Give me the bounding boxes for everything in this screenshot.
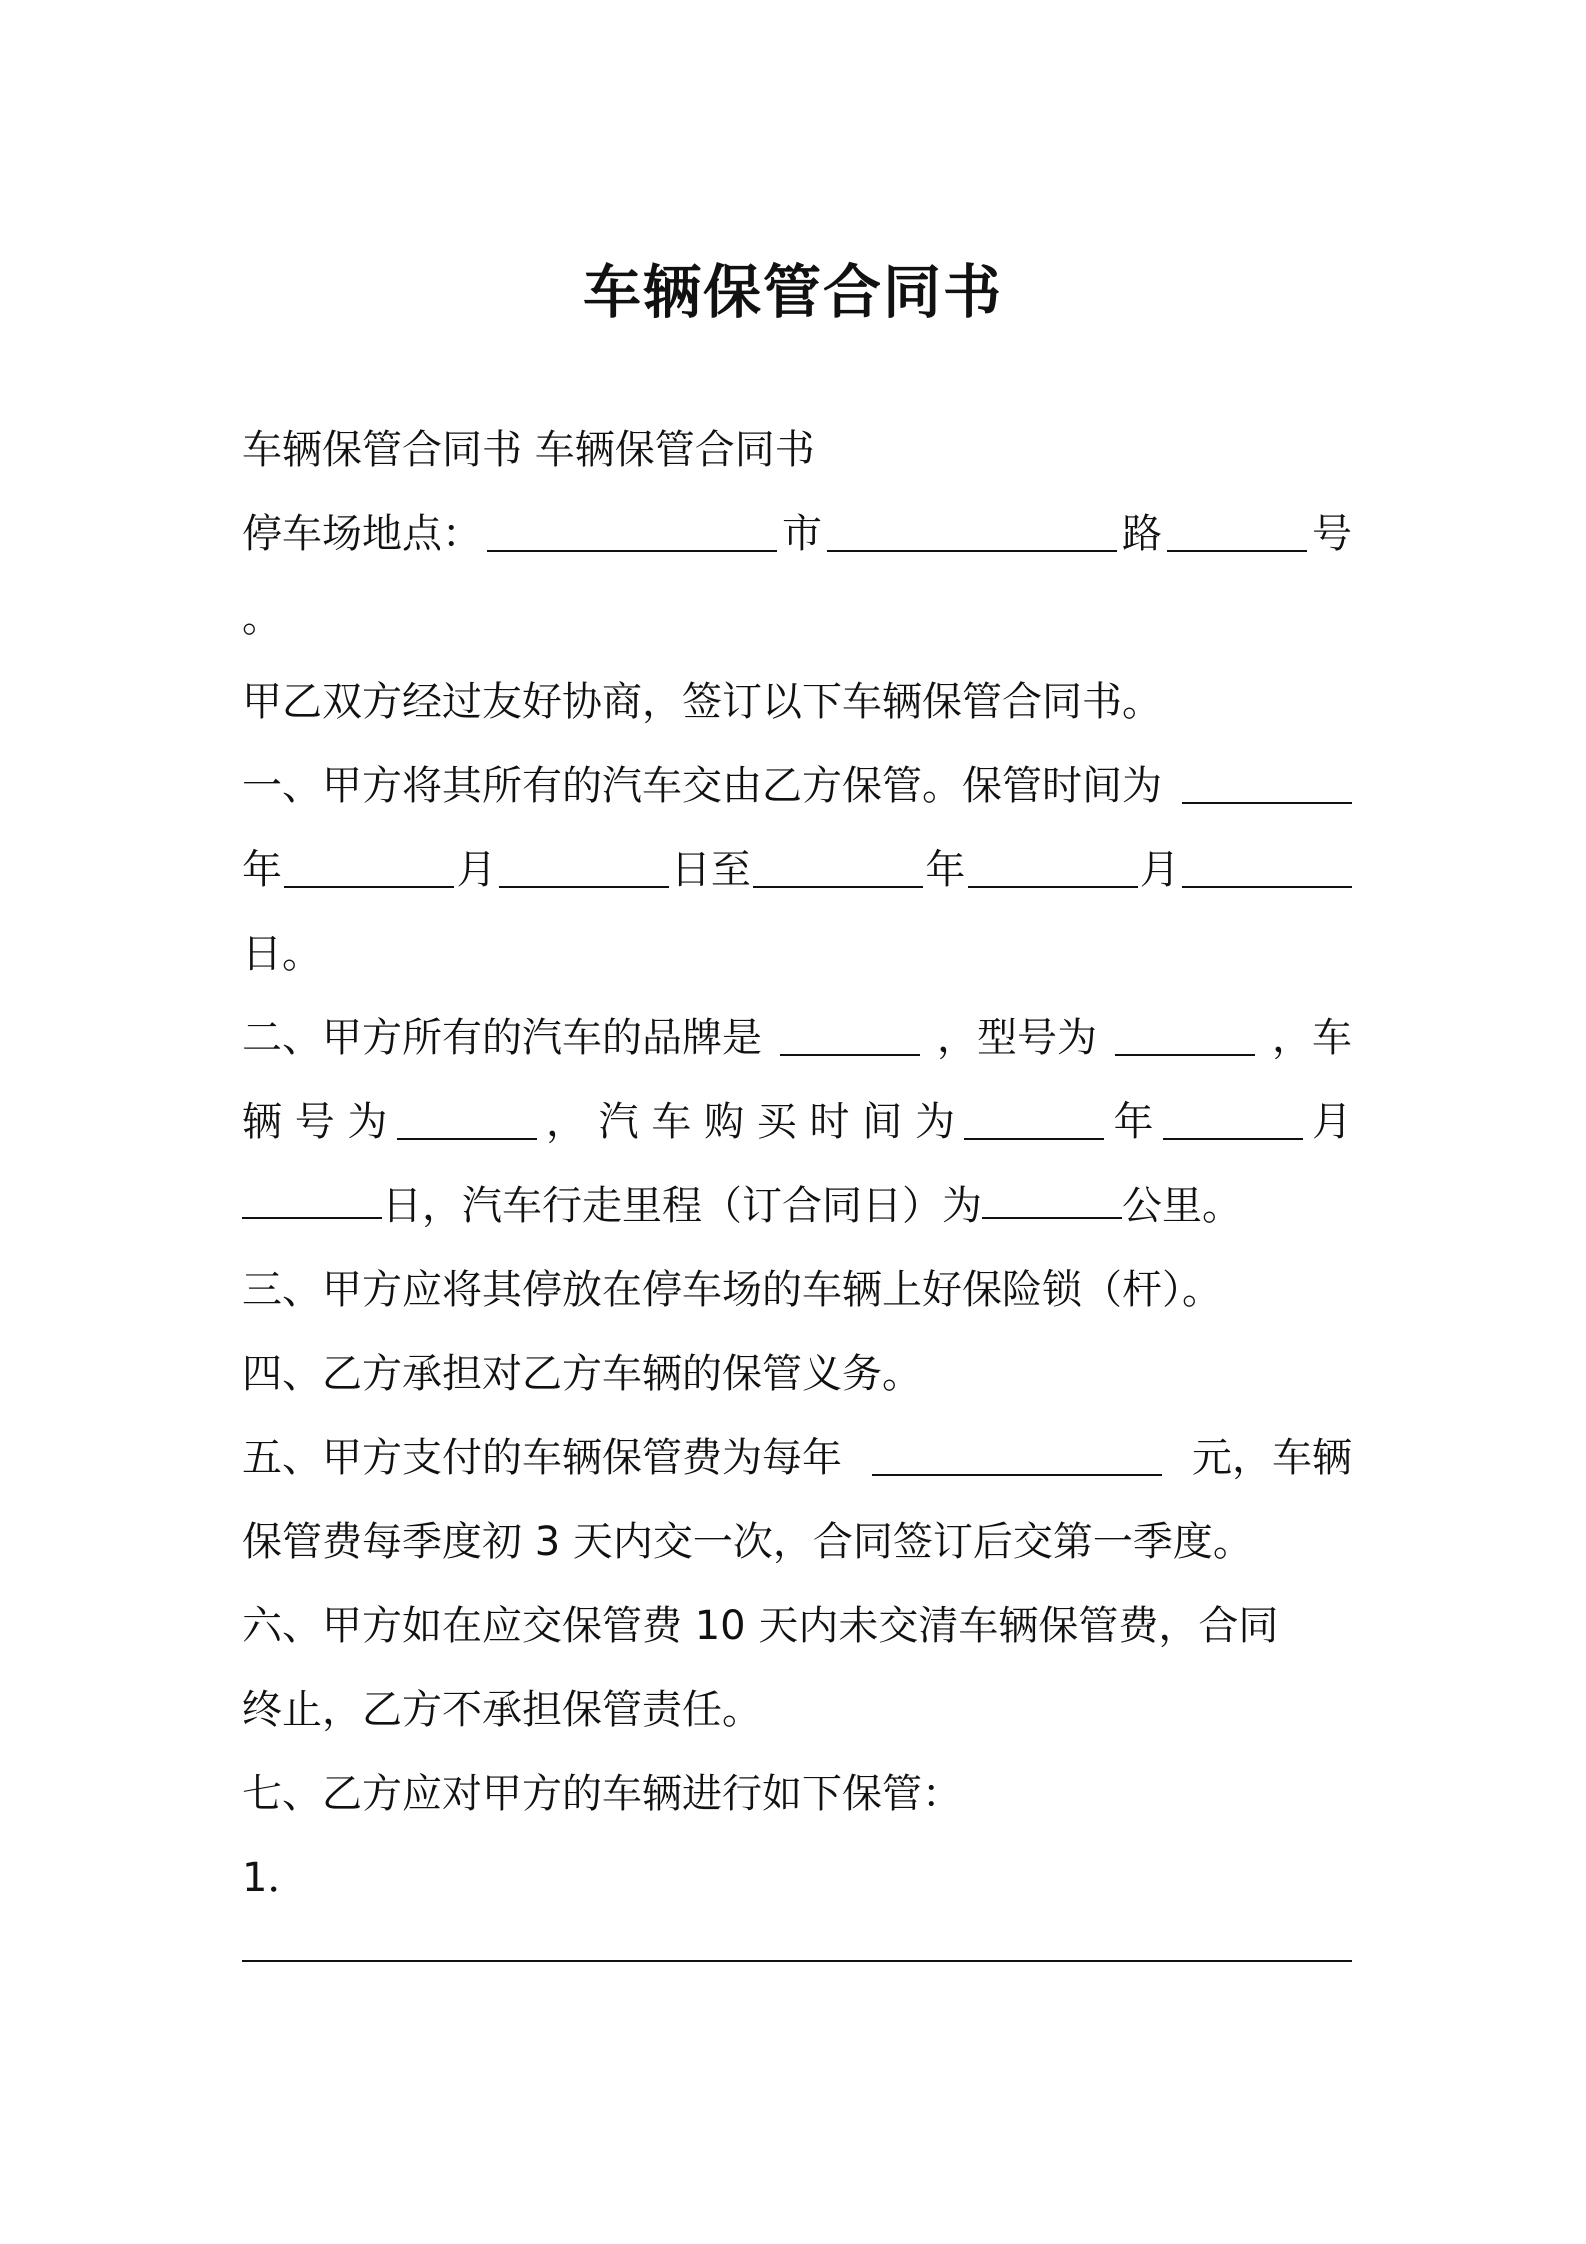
label-plate: 辆 号 为 xyxy=(242,1099,388,1145)
label-model: ，型号为 xyxy=(937,1015,1097,1061)
clause-2-line-2 xyxy=(242,1080,1352,1164)
clause-4: 四、乙方承担对乙方车辆的保管义务。 xyxy=(242,1351,922,1397)
label-city: 市 xyxy=(782,511,822,557)
clause-6-line-2: 终止，乙方不承担保管责任。 xyxy=(242,1687,762,1733)
clause-5-line-1 xyxy=(242,1416,1352,1500)
clause-1-line-2 xyxy=(242,828,1352,912)
blank-road xyxy=(827,516,1117,552)
blank-model xyxy=(1115,1020,1255,1056)
label-year-1: 年 xyxy=(242,847,282,893)
clause-7-item-1: 1． xyxy=(242,1855,308,1901)
clause-1-line-3: 日。 xyxy=(242,931,322,977)
label-day-to: 日至 xyxy=(670,847,751,893)
clause-2-line-3 xyxy=(242,1164,1352,1248)
label-mileage: 日，汽车行走里程（订合同日）为 xyxy=(382,1183,982,1229)
blank-mileage xyxy=(982,1183,1122,1219)
blank-number xyxy=(1167,516,1307,552)
clause-7: 七、乙方应对甲方的车辆进行如下保管： xyxy=(242,1771,962,1817)
parking-location-line xyxy=(242,492,1352,576)
clause-2-line-1 xyxy=(242,996,1352,1080)
subtitle-line: 车辆保管合同书 车辆保管合同书 xyxy=(242,427,815,473)
clause-1-line-1 xyxy=(242,744,1352,828)
clause-6-line-1: 六、甲方如在应交保管费 10 天内未交清车辆保管费，合同 xyxy=(242,1603,1279,1649)
label-month-2: 月 xyxy=(1139,847,1180,893)
blank-annual-fee xyxy=(872,1440,1162,1476)
label-purchase-time: ， 汽 车 购 买 时 间 为 xyxy=(545,1099,955,1145)
blank-brand xyxy=(780,1020,920,1056)
label-road: 路 xyxy=(1122,511,1162,557)
blank-purchase-month xyxy=(1163,1104,1303,1140)
blank-item-1 xyxy=(242,1920,1352,1962)
label-vehicle: ，车 xyxy=(1272,1015,1352,1061)
blank-end-month xyxy=(968,852,1138,888)
document-title: 车辆保管合同书 xyxy=(582,258,1003,326)
label-month-1: 月 xyxy=(456,847,497,893)
blank-plate xyxy=(397,1104,537,1140)
blank-purchase-day xyxy=(242,1183,382,1219)
label-month-3: 月 xyxy=(1311,1099,1352,1145)
clause-1-text: 一、甲方将其所有的汽车交由乙方保管。保管时间为 xyxy=(242,763,1162,809)
blank-start-year xyxy=(1182,768,1352,804)
document-body xyxy=(242,408,1352,1962)
label-parking-location: 停车场地点： xyxy=(242,511,482,557)
label-number: 号 xyxy=(1312,511,1352,557)
intro-line: 甲乙双方经过友好协商，签订以下车辆保管合同书。 xyxy=(242,679,1162,725)
blank-end-day xyxy=(1182,852,1352,888)
blank-city xyxy=(487,516,777,552)
label-yuan: 元，车辆 xyxy=(1192,1435,1352,1481)
clause-5-line-2: 保管费每季度初 3 天内交一次，合同签订后交第一季度。 xyxy=(242,1519,1253,1565)
blank-end-year xyxy=(753,852,923,888)
clause-5-text: 五、甲方支付的车辆保管费为每年 xyxy=(242,1435,842,1481)
period-line: 。 xyxy=(242,595,282,641)
clause-3: 三、甲方应将其停放在停车场的车辆上好保险锁（杆）。 xyxy=(242,1267,1222,1313)
clause-2-text: 二、甲方所有的汽车的品牌是 xyxy=(242,1015,762,1061)
label-year-2: 年 xyxy=(925,847,966,893)
blank-start-month xyxy=(284,852,454,888)
label-year-3: 年 xyxy=(1113,1099,1154,1145)
blank-start-day xyxy=(499,852,669,888)
blank-purchase-year xyxy=(964,1104,1104,1140)
label-km: 公里。 xyxy=(1122,1183,1242,1229)
